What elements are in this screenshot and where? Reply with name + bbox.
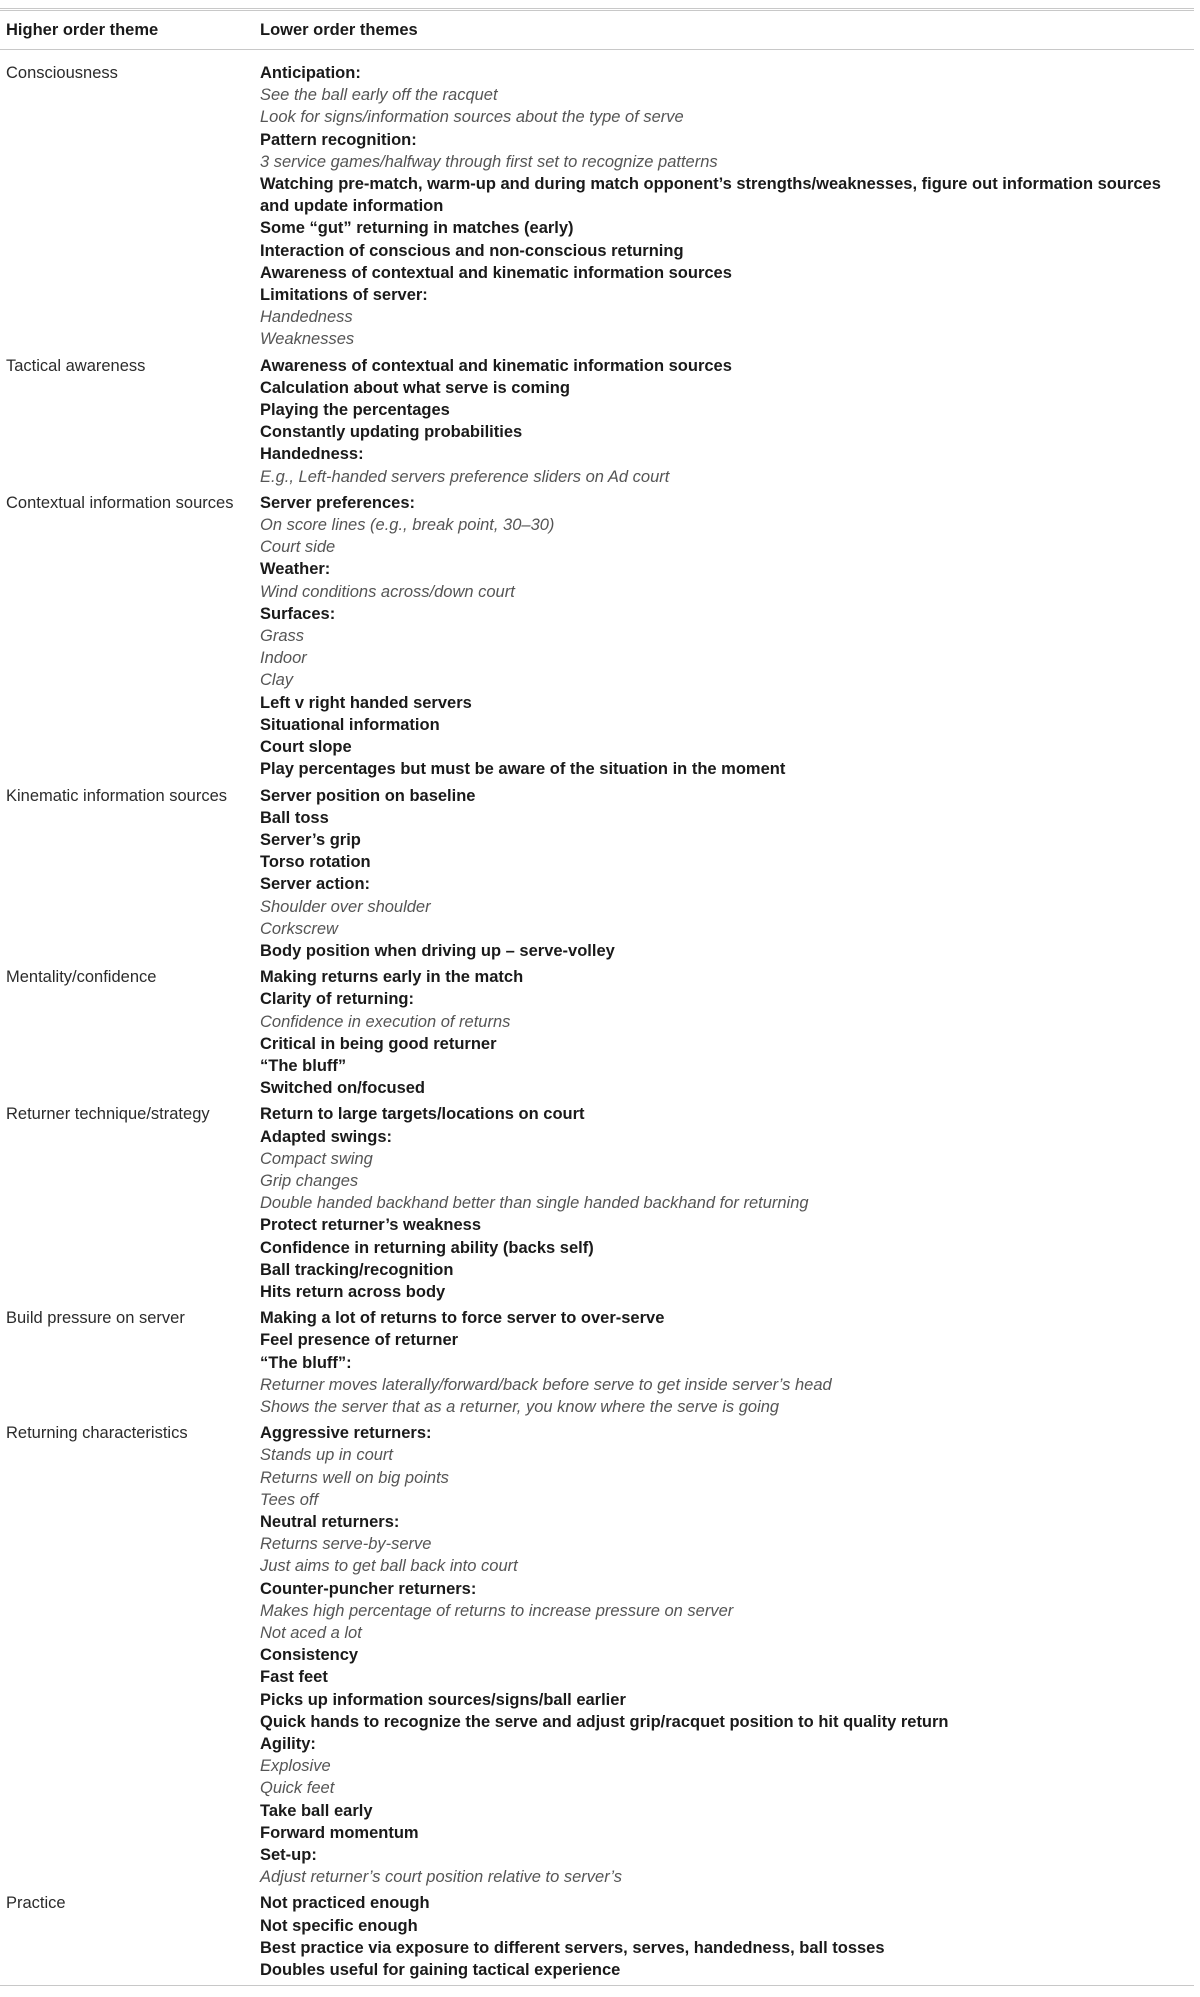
theme-item-detail: 3 service games/halfway through first set to recognize patterns	[260, 152, 718, 171]
theme-item-heading: Consistency	[260, 1646, 359, 1665]
theme-item-heading: Quick hands to recognize the serve and adjust grip/racquet position to hit quality return	[260, 1712, 949, 1731]
theme-item-heading: Clarity of returning:	[260, 990, 415, 1009]
theme-item-heading: Awareness of contextual and kinematic information sources	[260, 356, 732, 375]
theme-item-heading: Confidence in returning ability (backs self)	[260, 1238, 594, 1257]
theme-item-heading: Limitations of server:	[260, 286, 428, 305]
lower-order-themes	[260, 62, 1194, 351]
theme-item-heading: Adapted swings:	[260, 1127, 393, 1146]
table-body	[0, 50, 1194, 1981]
theme-item-heading: “The bluff”	[260, 1056, 347, 1075]
lower-order-themes	[260, 492, 1194, 781]
theme-item-detail: Shoulder over shoulder	[260, 897, 431, 916]
theme-item-detail: Weaknesses	[260, 330, 355, 349]
header-lower-order-themes: Lower order themes	[260, 20, 418, 39]
theme-item-heading: Watching pre-match, warm-up and during match opponent’s strengths/weaknesses, figure out information sources and update information	[260, 175, 1161, 216]
table-row	[0, 1892, 1194, 1981]
theme-item-detail: Quick feet	[260, 1779, 335, 1798]
theme-item-heading: Left v right handed servers	[260, 693, 472, 712]
theme-item-heading: Take ball early	[260, 1801, 373, 1820]
lower-order-themes	[260, 1892, 1194, 1981]
theme-item-heading: Surfaces:	[260, 604, 336, 623]
theme-item-heading: Neutral returners:	[260, 1513, 400, 1531]
theme-item-heading: Set-up:	[260, 1846, 317, 1865]
table-row	[0, 1103, 1194, 1303]
theme-item-heading: Awareness of contextual and kinematic information sources	[260, 263, 732, 282]
theme-item-heading: “The bluff”:	[260, 1353, 352, 1372]
higher-order-theme: Returner technique/strategy	[6, 1105, 210, 1124]
higher-order-theme: Mentality/confidence	[6, 968, 157, 987]
lower-order-themes	[260, 785, 1194, 963]
theme-item-heading: Making returns early in the match	[260, 968, 524, 987]
table-header	[0, 11, 1194, 49]
theme-item-detail: Returns serve-by-serve	[260, 1535, 432, 1554]
table-row	[0, 492, 1194, 781]
higher-order-theme: Build pressure on server	[6, 1309, 185, 1328]
theme-item-heading: Body position when driving up – serve-volley	[260, 941, 615, 960]
theme-item-detail: Handedness	[260, 308, 353, 327]
theme-item-detail: Grip changes	[260, 1171, 359, 1190]
table-row	[0, 355, 1194, 488]
theme-item-detail: Just aims to get ball back into court	[260, 1557, 518, 1576]
table-row	[0, 1422, 1194, 1888]
theme-item-detail: Explosive	[260, 1757, 331, 1776]
theme-item-detail: Corkscrew	[260, 919, 338, 938]
theme-item-detail: Confidence in execution of returns	[260, 1012, 511, 1031]
theme-item-heading: Torso rotation	[260, 853, 371, 872]
header-higher-order-theme: Higher order theme	[6, 20, 159, 39]
theme-item-heading: Ball toss	[260, 808, 329, 827]
theme-item-heading: Counter-puncher returners:	[260, 1579, 477, 1598]
theme-item-heading: Server action:	[260, 875, 371, 894]
lower-order-themes	[260, 1307, 1194, 1418]
theme-item-heading: Situational information	[260, 715, 440, 734]
table-row	[0, 1307, 1194, 1418]
theme-item-heading: Anticipation:	[260, 64, 361, 82]
theme-item-detail: On score lines (e.g., break point, 30–30)	[260, 516, 555, 535]
top-rule	[0, 8, 1194, 9]
higher-order-theme: Consciousness	[6, 64, 118, 82]
theme-item-detail: Not aced a lot	[260, 1624, 362, 1643]
theme-item-heading: Agility:	[260, 1735, 316, 1754]
theme-item-heading: Critical in being good returner	[260, 1034, 497, 1053]
theme-item-detail: Look for signs/information sources about the type of serve	[260, 108, 684, 127]
theme-item-detail: Adjust returner’s court position relative to server’s	[260, 1868, 622, 1887]
theme-item-detail: Tees off	[260, 1490, 319, 1509]
theme-item-heading: Play percentages but must be aware of the situation in the moment	[260, 760, 786, 779]
table-row	[0, 785, 1194, 963]
theme-item-heading: Aggressive returners:	[260, 1424, 432, 1443]
theme-item-heading: Interaction of conscious and non-conscious returning	[260, 241, 684, 260]
higher-order-theme: Contextual information sources	[6, 493, 234, 512]
lower-order-themes	[260, 1422, 1194, 1888]
theme-item-detail: Wind conditions across/down court	[260, 582, 515, 601]
theme-item-heading: Court slope	[260, 738, 352, 757]
higher-order-theme: Kinematic information sources	[6, 786, 228, 805]
theme-item-detail: Indoor	[260, 649, 307, 668]
theme-item-heading: Making a lot of returns to force server to over-serve	[260, 1309, 665, 1328]
theme-item-heading: Forward momentum	[260, 1823, 419, 1842]
higher-order-theme: Practice	[6, 1894, 66, 1913]
theme-item-detail: Court side	[260, 538, 336, 557]
theme-item-heading: Some “gut” returning in matches (early)	[260, 219, 574, 238]
theme-item-heading: Best practice via exposure to different servers, serves, handedness, ball tosses	[260, 1938, 885, 1957]
theme-item-heading: Protect returner’s weakness	[260, 1216, 482, 1235]
theme-item-detail: Double handed backhand better than single handed backhand for returning	[260, 1194, 809, 1213]
theme-item-heading: Constantly updating probabilities	[260, 423, 523, 442]
theme-item-heading: Handedness:	[260, 445, 364, 464]
table-row	[0, 62, 1194, 351]
theme-item-detail: Returns well on big points	[260, 1468, 449, 1487]
theme-item-detail: Shows the server that as a returner, you know where the serve is going	[260, 1397, 780, 1416]
higher-order-theme: Tactical awareness	[6, 356, 146, 375]
theme-item-heading: Weather:	[260, 560, 331, 579]
theme-item-heading: Playing the percentages	[260, 401, 450, 420]
theme-item-heading: Pattern recognition:	[260, 130, 417, 149]
theme-item-detail: Stands up in court	[260, 1446, 393, 1465]
lower-order-themes	[260, 355, 1194, 488]
theme-item-detail: Clay	[260, 671, 294, 690]
theme-item-heading: Server preferences:	[260, 493, 416, 512]
theme-item-heading: Fast feet	[260, 1668, 328, 1687]
theme-item-heading: Server’s grip	[260, 830, 361, 849]
theme-item-detail: See the ball early off the racquet	[260, 86, 498, 105]
theme-item-heading: Picks up information sources/signs/ball earlier	[260, 1690, 626, 1709]
theme-item-detail: Returner moves laterally/forward/back before serve to get inside server’s head	[260, 1375, 832, 1394]
theme-item-detail: E.g., Left-handed servers preference sliders on Ad court	[260, 467, 670, 486]
theme-item-detail: Compact swing	[260, 1149, 373, 1168]
theme-item-heading: Switched on/focused	[260, 1079, 426, 1098]
theme-item-heading: Not specific enough	[260, 1916, 418, 1935]
theme-item-detail: Makes high percentage of returns to increase pressure on server	[260, 1601, 734, 1620]
theme-item-heading: Server position on baseline	[260, 786, 476, 805]
higher-order-theme: Returning characteristics	[6, 1424, 188, 1443]
table-row	[0, 966, 1194, 1099]
theme-item-heading: Ball tracking/recognition	[260, 1260, 454, 1279]
lower-order-themes	[260, 1103, 1194, 1303]
theme-item-heading: Return to large targets/locations on court	[260, 1105, 585, 1124]
theme-item-heading: Hits return across body	[260, 1282, 446, 1301]
theme-item-heading: Doubles useful for gaining tactical experience	[260, 1961, 621, 1980]
theme-item-heading: Calculation about what serve is coming	[260, 378, 570, 397]
theme-item-heading: Not practiced enough	[260, 1894, 430, 1913]
bottom-rule	[0, 1985, 1194, 1986]
lower-order-themes	[260, 966, 1194, 1099]
theme-item-detail: Grass	[260, 627, 305, 646]
theme-item-heading: Feel presence of returner	[260, 1331, 459, 1350]
